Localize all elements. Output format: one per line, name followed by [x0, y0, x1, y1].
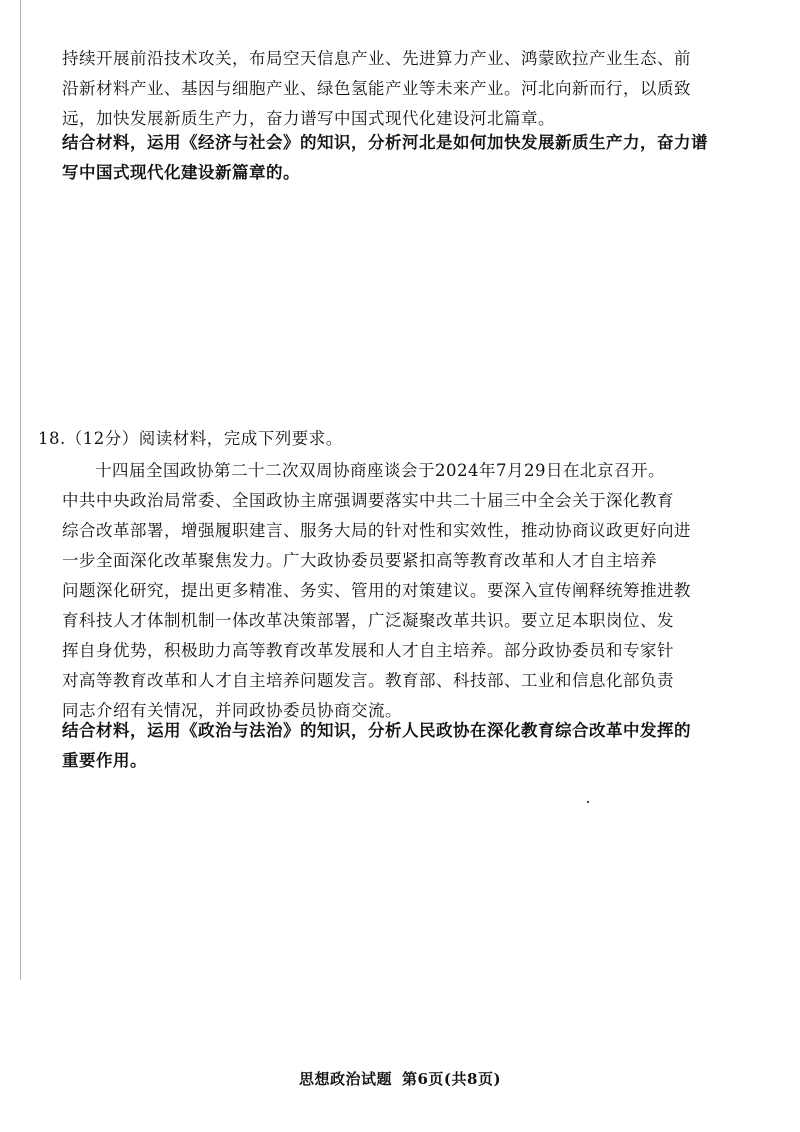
text-line: 写中国式现代化建设新篇章的。 [62, 163, 300, 182]
text-line: 同志介绍有关情况，并同政协委员协商交流。 [62, 701, 402, 720]
text-line: 育科技人才体制机制一体改革决策部署，广泛凝聚改革共识。要立足本职岗位、发 [62, 611, 674, 630]
text-line: 十四届全国政协第二十二次双周协商座谈会于2024年7月29日在北京召开。 [95, 461, 665, 480]
text-line: 重要作用。 [62, 751, 147, 770]
text-line: 持续开展前沿技术攻关，布局空天信息产业、先进算力产业、鸿蒙欧拉产业生态、前 [62, 49, 691, 68]
text-line: 一步全面深化改革聚焦发力。广大政协委员要紧扣高等教育改革和人才自主培养 [62, 551, 657, 570]
q18-header [38, 424, 728, 454]
text-line: 挥自身优势，积极助力高等教育改革发展和人才自主培养。部分政协委员和专家针 [62, 641, 674, 660]
footer-subject: 思想政治试题 [298, 1070, 392, 1088]
binding-margin-line [20, 0, 21, 980]
text-line: 结合材料，运用《经济与社会》的知识，分析河北是如何加快发展新质生产力，奋力谱 [62, 133, 708, 152]
text-line: 综合改革部署，增强履职建言、服务大局的针对性和实效性，推动协商议政更好向进 [62, 521, 691, 540]
q17-task [62, 128, 752, 188]
page-footer [0, 1068, 800, 1089]
footer-page-number: 第6页(共8页) [401, 1070, 502, 1088]
text-line: 沿新材料产业、基因与细胞产业、绿色氢能产业等未来产业。河北向新而行，以质致 [62, 79, 691, 98]
text-line: 结合材料，运用《政治与法治》的知识，分析人民政协在深化教育综合改革中发挥的 [62, 721, 691, 740]
text-line: 中共中央政治局常委、全国政协主席强调要落实中共二十届三中全会关于深化教育 [62, 491, 674, 510]
text-line: 对高等教育改革和人才自主培养问题发言。教育部、科技部、工业和信息化部负责 [62, 671, 674, 690]
question-header: 18.（12分）阅读材料，完成下列要求。 [38, 429, 343, 448]
scan-speck [587, 801, 589, 803]
text-line: 远，加快发展新质生产力，奋力谱写中国式现代化建设河北篇章。 [62, 109, 555, 128]
q18-task [62, 716, 752, 776]
text-line: 问题深化研究，提出更多精准、务实、管用的对策建议。要深入宣传阐释统筹推进教 [62, 581, 691, 600]
q18-material [62, 456, 752, 726]
q17-material-continued [62, 44, 752, 134]
